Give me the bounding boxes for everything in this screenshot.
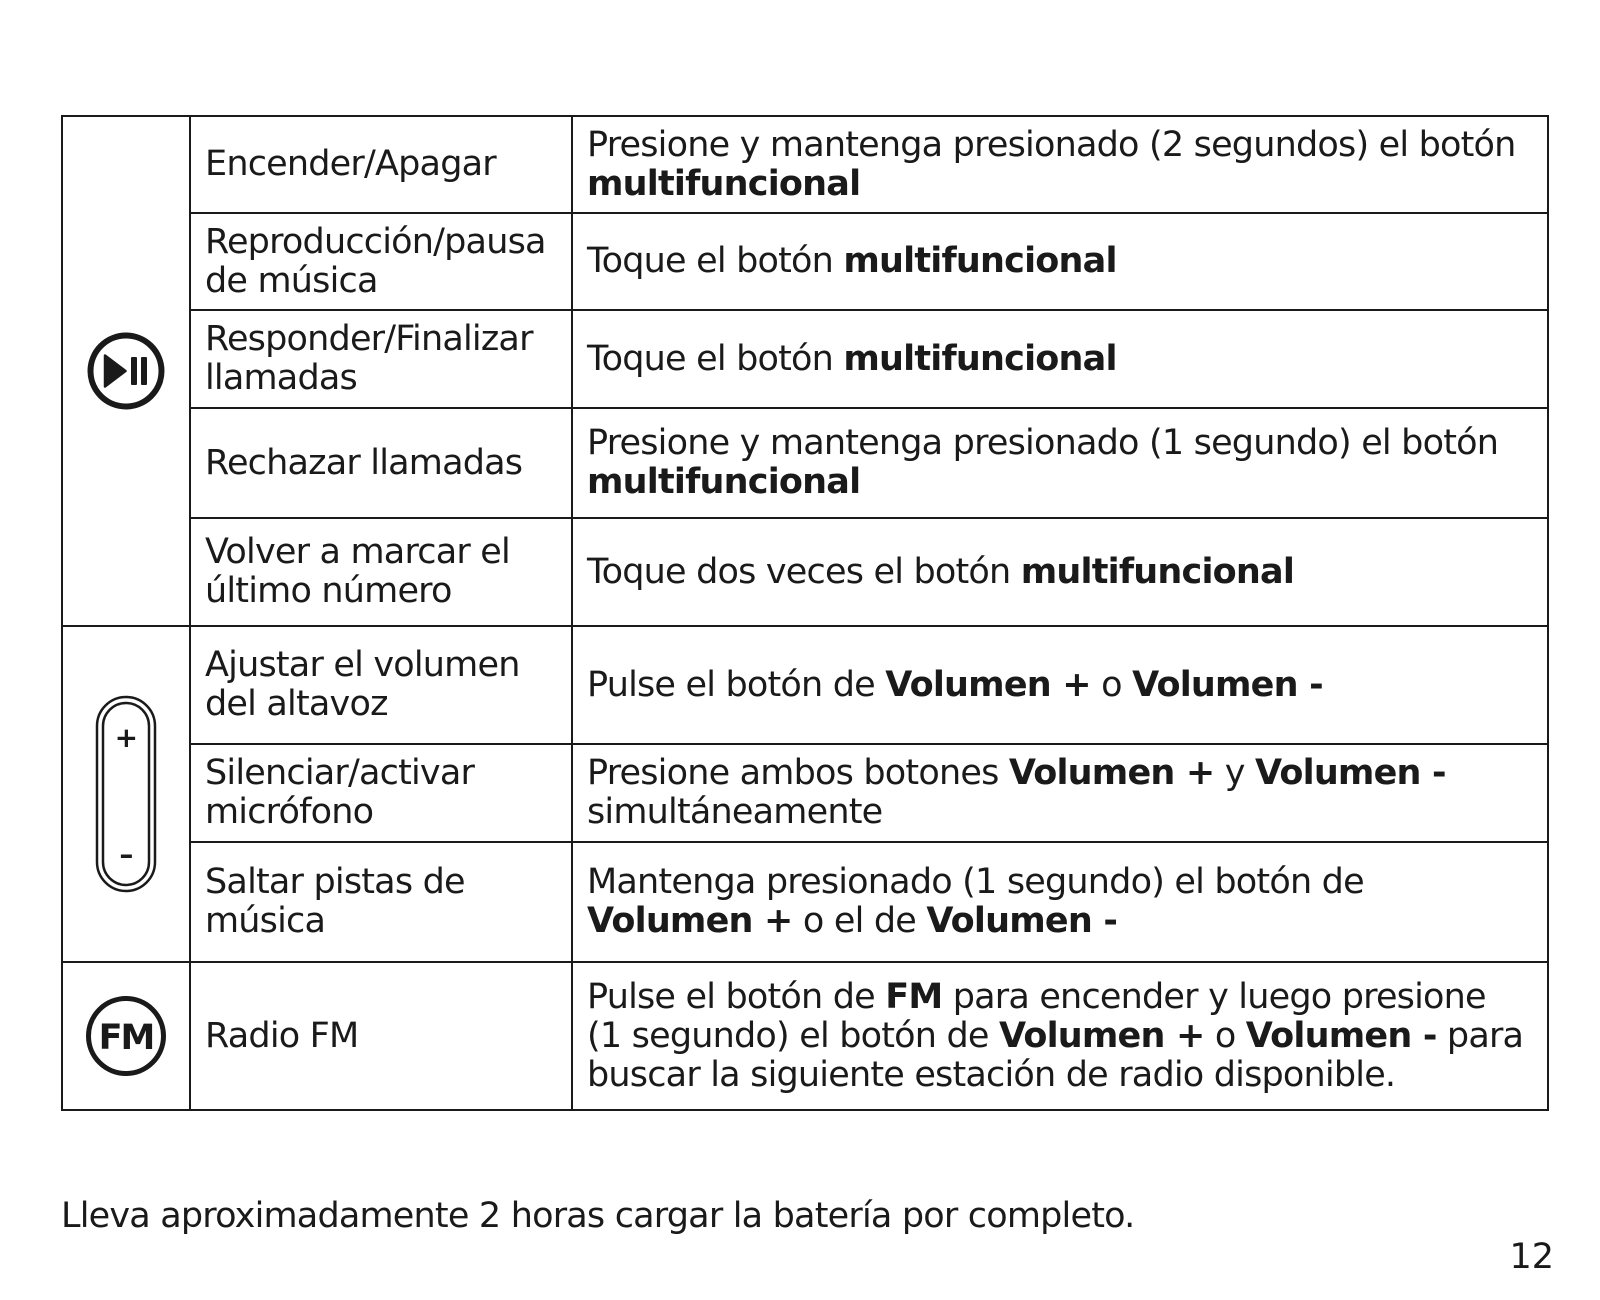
description-text: Toque el botón bbox=[587, 241, 844, 281]
action-line: del altavoz bbox=[205, 684, 388, 724]
description-bold-text: Volumen + bbox=[885, 664, 1091, 705]
action-cell bbox=[190, 213, 572, 310]
table-row bbox=[62, 962, 1548, 1110]
footer-note: Lleva aproximadamente 2 horas cargar la batería por completo. bbox=[61, 1196, 1135, 1236]
table-row bbox=[62, 213, 1548, 310]
action-cell bbox=[190, 116, 572, 213]
description-bold-text: multifuncional bbox=[587, 163, 861, 204]
description-cell bbox=[572, 626, 1548, 744]
description-text: Mantenga presionado (1 segundo) el botón de bbox=[587, 862, 1364, 902]
description-text: Presione y mantenga presionado (1 segundo) el botón bbox=[587, 423, 1499, 463]
play-pause-icon bbox=[86, 331, 166, 411]
description-bold-text: Volumen + bbox=[998, 1015, 1205, 1056]
description-cell bbox=[572, 962, 1548, 1110]
action-line: Radio FM bbox=[205, 1015, 359, 1056]
table-row bbox=[62, 744, 1548, 842]
action-line: último número bbox=[205, 571, 452, 611]
description-bold-text: Volumen + bbox=[1008, 753, 1215, 793]
controls-table bbox=[61, 115, 1549, 1111]
table-row bbox=[62, 310, 1548, 408]
description-text: Presione ambos botones bbox=[587, 753, 1009, 793]
description-text: o el de bbox=[792, 901, 927, 941]
table-row bbox=[62, 116, 1548, 213]
description-bold-text: Volumen - bbox=[1132, 664, 1323, 705]
description-text: o bbox=[1204, 1015, 1246, 1056]
description-bold-text: Volumen - bbox=[1245, 1015, 1437, 1056]
description-cell bbox=[572, 213, 1548, 310]
page-number: 12 bbox=[1509, 1237, 1554, 1277]
description-cell bbox=[572, 842, 1548, 962]
description-line bbox=[587, 666, 1539, 705]
volume-rocker-icon bbox=[95, 695, 157, 893]
description-text: buscar la siguiente estación de radio disponible. bbox=[587, 1054, 1396, 1095]
description-text: y bbox=[1214, 753, 1255, 793]
action-cell bbox=[190, 626, 572, 744]
description-bold-text: multifuncional bbox=[1020, 551, 1295, 592]
description-cell bbox=[572, 408, 1548, 518]
action-cell bbox=[190, 518, 572, 626]
action-line: Encender/Apagar bbox=[205, 144, 496, 184]
volume-button-cell bbox=[62, 626, 190, 962]
action-line: Saltar pistas de bbox=[205, 862, 465, 902]
action-cell bbox=[190, 408, 572, 518]
description-cell bbox=[572, 116, 1548, 213]
description-line bbox=[587, 863, 1539, 902]
description-text: Pulse el botón de bbox=[587, 664, 886, 705]
description-bold-text: multifuncional bbox=[843, 241, 1117, 281]
description-text: Presione y mantenga presionado (2 segundos) el botón bbox=[587, 124, 1516, 165]
fm-icon bbox=[84, 994, 168, 1078]
description-cell bbox=[572, 518, 1548, 626]
description-line bbox=[587, 165, 1539, 204]
description-bold-text: multifuncional bbox=[843, 338, 1117, 379]
description-line bbox=[587, 553, 1539, 592]
description-text: (1 segundo) el botón de bbox=[587, 1015, 999, 1056]
fm-button-cell bbox=[62, 962, 190, 1110]
description-text: Toque dos veces el botón bbox=[587, 551, 1021, 592]
description-bold-text: Volumen + bbox=[587, 901, 793, 941]
description-text: para bbox=[1436, 1015, 1524, 1056]
description-bold-text: Volumen - bbox=[926, 901, 1118, 941]
action-line: música bbox=[205, 901, 326, 941]
action-line: llamadas bbox=[205, 358, 357, 398]
action-cell bbox=[190, 744, 572, 842]
description-text: para encender y luego presione bbox=[942, 976, 1486, 1017]
description-text: Pulse el botón de bbox=[587, 976, 886, 1017]
fm-icon-label: FM bbox=[98, 1018, 154, 1058]
table-row bbox=[62, 626, 1548, 744]
description-text: simultáneamente bbox=[587, 792, 883, 832]
action-line: de música bbox=[205, 260, 378, 301]
description-line bbox=[587, 978, 1539, 1017]
description-text: Toque el botón bbox=[587, 338, 844, 379]
table-row bbox=[62, 842, 1548, 962]
action-cell bbox=[190, 842, 572, 962]
description-line bbox=[587, 754, 1539, 793]
description-cell bbox=[572, 310, 1548, 408]
action-line: Rechazar llamadas bbox=[205, 442, 523, 483]
description-line bbox=[587, 463, 1539, 502]
description-bold-text: multifuncional bbox=[587, 462, 861, 502]
action-line: micrófono bbox=[205, 792, 374, 832]
table-row bbox=[62, 518, 1548, 626]
action-cell bbox=[190, 310, 572, 408]
description-line bbox=[587, 793, 1539, 832]
action-line: Volver a marcar el bbox=[205, 532, 510, 572]
action-line: Ajustar el volumen bbox=[205, 645, 520, 685]
multifunction-button-cell bbox=[62, 116, 190, 626]
volume-minus-label: – bbox=[119, 838, 133, 871]
description-line bbox=[587, 242, 1539, 281]
description-line bbox=[587, 1017, 1539, 1056]
volume-plus-label: + bbox=[114, 721, 138, 754]
table-row bbox=[62, 408, 1548, 518]
description-cell bbox=[572, 744, 1548, 842]
action-line: Reproducción/pausa bbox=[205, 221, 546, 262]
description-line bbox=[587, 126, 1539, 165]
description-line bbox=[587, 340, 1539, 379]
description-line bbox=[587, 902, 1539, 941]
action-line: Silenciar/activar bbox=[205, 753, 475, 793]
description-line bbox=[587, 424, 1539, 463]
description-bold-text: Volumen - bbox=[1255, 753, 1446, 793]
description-bold-text: FM bbox=[885, 976, 943, 1017]
action-cell bbox=[190, 962, 572, 1110]
description-line bbox=[587, 1056, 1539, 1095]
description-text: o bbox=[1090, 664, 1133, 705]
action-line: Responder/Finalizar bbox=[205, 319, 533, 359]
